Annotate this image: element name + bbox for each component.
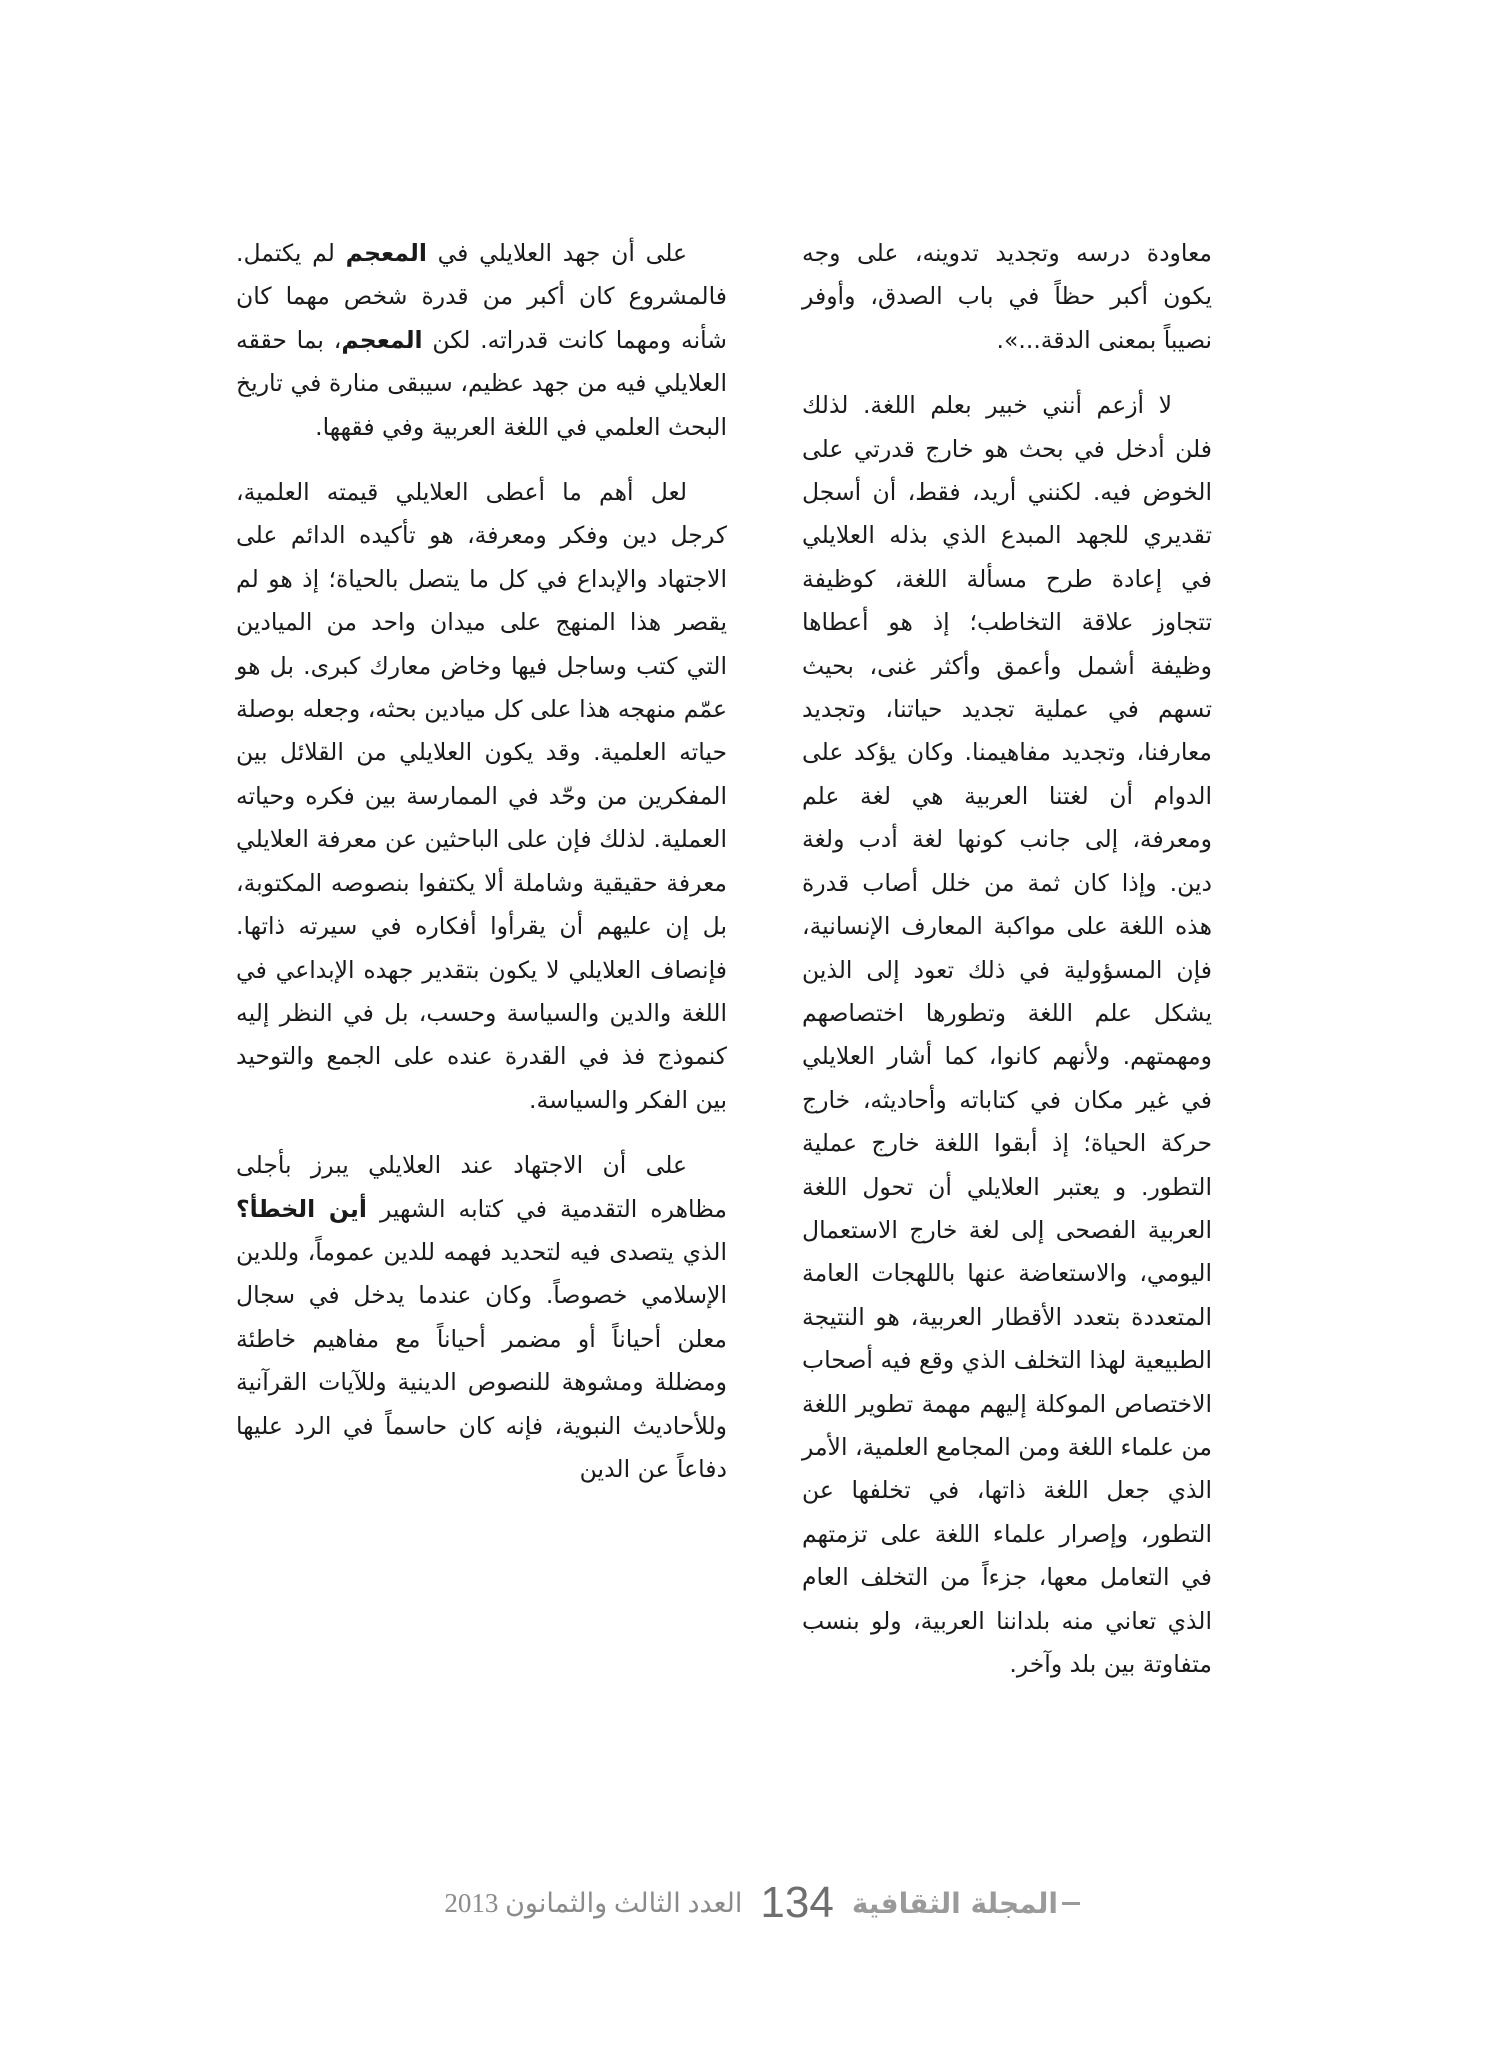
text-run: ، بما حققه العلايلي فيه من جهد عظيم، سيبقى منارة في تاريخ البحث العلمي في اللغة العربية وفي فقهها. <box>236 325 727 441</box>
paragraph <box>236 232 727 449</box>
text-run: الذي يتصدى فيه لتحديد فهمه للدين عموماً، وللدين الإسلامي خصوصاً. وكان عندما يدخل في سجال معلن أحياناً أو مضمر أحياناً مع مفاهيم خاطئة ومضللة ومشوهة للنصوص الدينية وللآيات القرآنية وللأحاديث النبوية، فإنه كان حاسماً في الرد عليها دفاعاً عن الدين <box>236 1237 727 1483</box>
paragraph <box>236 1144 727 1491</box>
text-run: على أن جهد العلايلي في <box>426 239 687 267</box>
magazine-mark-icon <box>1062 1902 1080 1905</box>
paragraph: معاودة درسه وتجديد تدوينه، على وجه يكون أكبر حظاً في باب الصدق، وأوفر نصيباً بمعنى الدقة...». <box>802 239 1212 354</box>
text-run: على أن الاجتهاد عند العلايلي يبرز بأجلى مظاهره التقدمية في كتابه الشهير <box>236 1151 727 1223</box>
left-column <box>236 232 727 1513</box>
book-title-muajam: المعجم <box>341 325 423 354</box>
text-run: لم يكتمل. فالمشروع كان أكبر من قدرة شخص مهما كان شأنه ومهما كانت قدراته. لكن <box>236 239 728 354</box>
book-title-ayna-alkhata: أين الخطأ؟ <box>236 1194 367 1223</box>
book-title-muajam: المعجم <box>345 239 427 267</box>
page-number: 134 <box>760 1878 834 1927</box>
issue-label: العدد الثالث والثمانون 2013 <box>444 1887 743 1918</box>
magazine-name <box>852 1887 1080 1920</box>
paragraph: لا أزعم أنني خبير بعلم اللغة. لذلك فلن أدخل في بحث هو خارج قدرتي على الخوض فيه. لكنني أريد، فقط، أن أسجل تقديري للجهد المبدع الذي بذله العلايلي في إعادة طرح مسألة اللغة، كوظيفة تتجاوز علاقة التخاطب؛ إذ هو أعطاها وظيفة أشمل وأعمق وأكثر غنى، بحيث تسهم في عملية تجديد حياتنا، وتجديد معارفنا، وتجديد مفاهيمنا. وكان يؤكد على الدوام أن لغتنا العربية هي لغة علم ومعرفة، إلى جانب كونها لغة أدب ولغة دين. وإذا كان ثمة من خلل أصاب قدرة هذه اللغة على مواكبة المعارف الإنسانية، فإن المسؤولية في ذلك تعود إلى الذين يشكل علم اللغة وتطورها اختصاصهم ومهمتهم. ولأنهم كانوا، كما أشار العلايلي في غير مكان في كتاباته وأحاديثه، خارج حركة الحياة؛ إذ أبقوا اللغة خارج عملية التطور. و يعتبر العلايلي أن تحول اللغة العربية الفصحى إلى لغة خارج الاستعمال اليومي، والاستعاضة عنها باللهجات العامة المتعددة بتعدد الأقطار العربية، هو النتيجة الطبيعية لهذا التخلف الذي وقع فيه أصحاب الاختصاص الموكلة إليهم مهمة تطوير اللغة من علماء اللغة ومن المجامع العلمية، الأمر الذي جعل اللغة ذاتها، في تخلفها عن التطور، وإصرار علماء اللغة على تزمتهم في التعامل معها، جزءاً من التخلف العام الذي تعاني منه بلداننا العربية، ولو بنسب متفاوتة بين بلد وآخر. <box>802 391 1212 1678</box>
right-column <box>802 232 1212 1708</box>
page-footer <box>440 1878 1080 1928</box>
magazine-name-text: المجلة الثقافية <box>851 1886 1058 1920</box>
paragraph: لعل أهم ما أعطى العلايلي قيمته العلمية، كرجل دين وفكر ومعرفة، هو تأكيده الدائم على الاجتهاد والإبداع في كل ما يتصل بالحياة؛ إذ هو لم يقصر هذا المنهج على ميدان واحد من الميادين التي كتب وساجل فيها وخاض معارك كبرى. بل هو عمّم منهجه هذا على كل ميادين بحثه، وجعله بوصلة حياته العلمية. وقد يكون العلايلي من القلائل بين المفكرين من وحّد في الممارسة بين فكره وحياته العملية. لذلك فإن على الباحثين عن معرفة العلايلي معرفة حقيقية وشاملة ألا يكتفوا بنصوصه المكتوبة، بل إن عليهم أن يقرأوا أفكاره في سيرته ذاتها. فإنصاف العلايلي لا يكون بتقدير جهده الإبداعي في اللغة والدين والسياسة وحسب، بل في النظر إليه كنموذج فذ في القدرة عنده على الجمع والتوحيد بين الفكر والسياسة. <box>236 478 727 1114</box>
